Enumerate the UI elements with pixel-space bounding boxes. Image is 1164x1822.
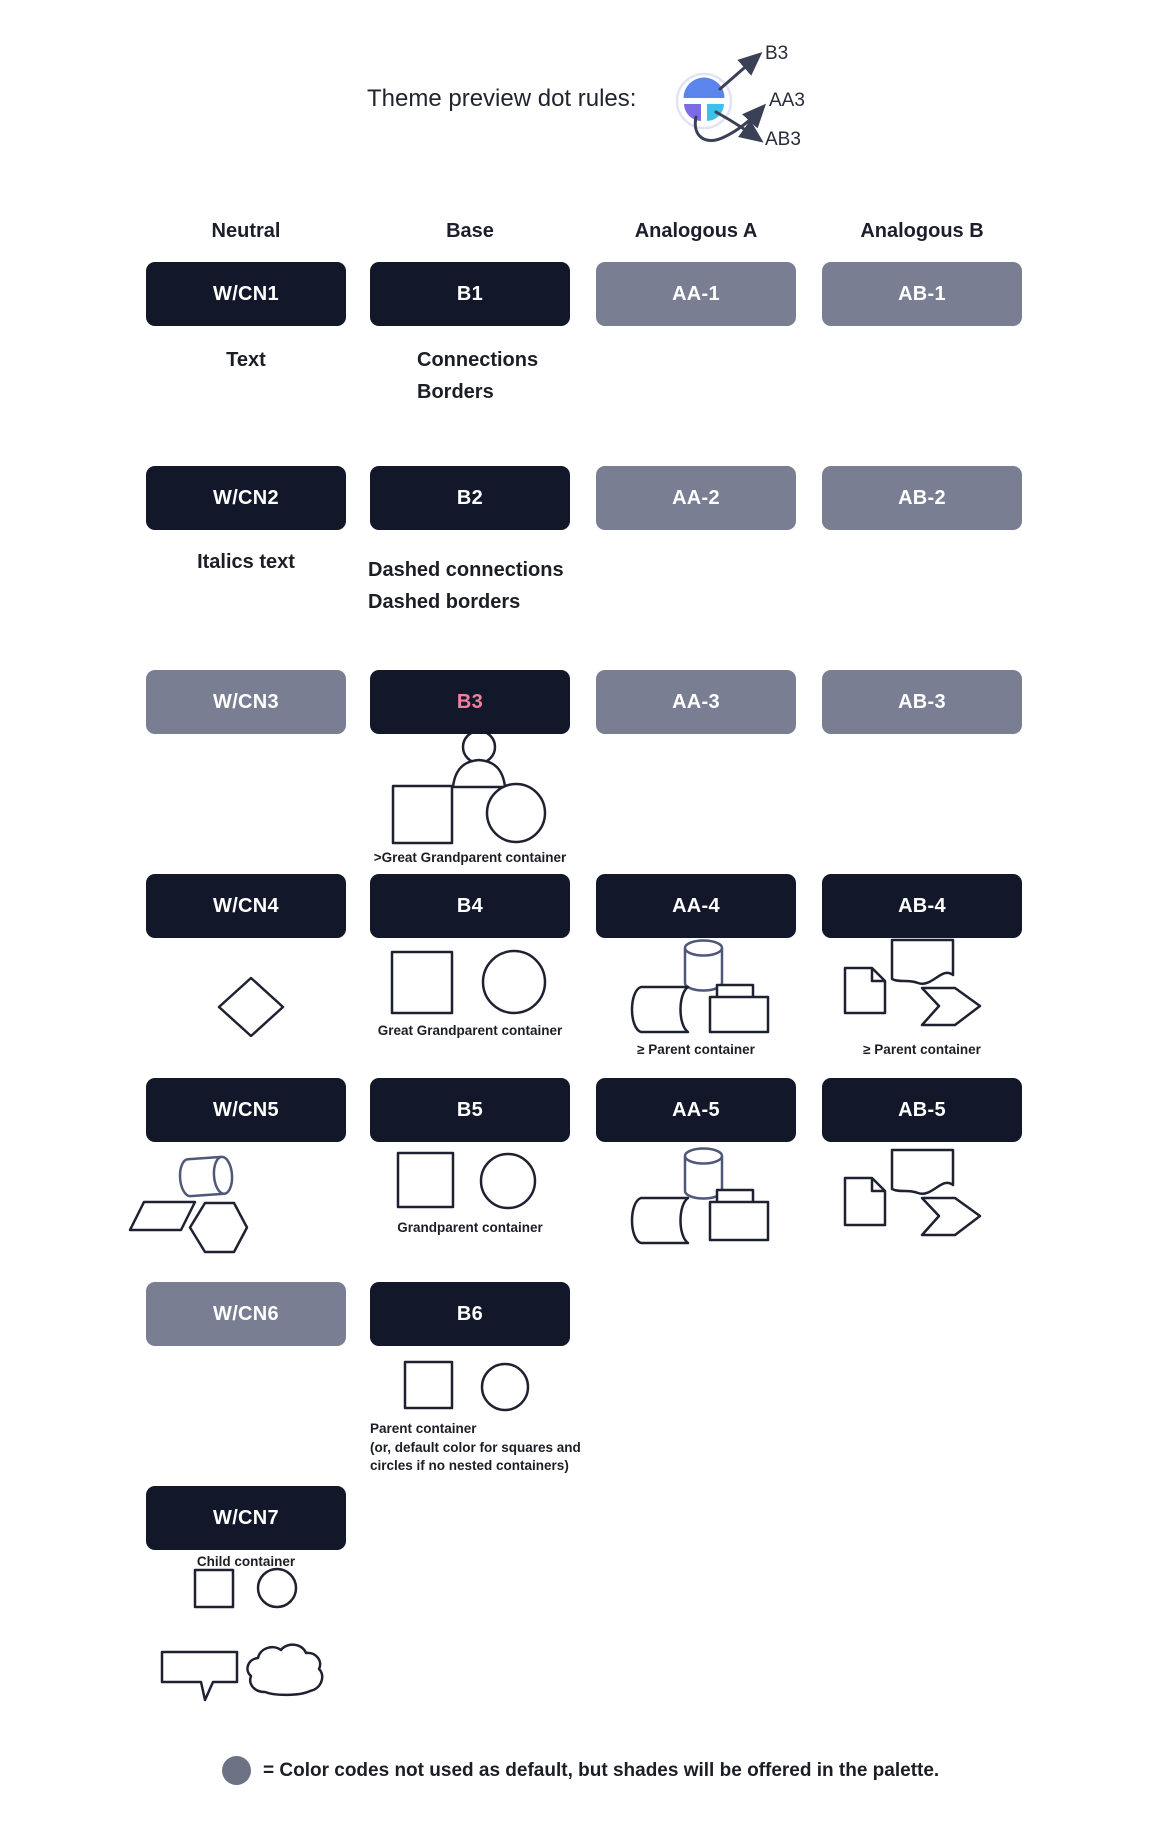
note-line: circles if no nested containers) [370,1458,569,1473]
aa4-shape-group [625,933,785,1035]
note-line: Parent container [370,1421,477,1436]
page-icon [845,968,885,1013]
circle-icon [481,1154,535,1208]
swatch-wcn2: W/CN2 [146,466,346,530]
note-b3-container: >Great Grandparent container [373,850,567,865]
wavy-document-icon [892,1150,953,1194]
stored-data-icon [632,987,688,1032]
swatch-b4: B4 [370,874,570,938]
note-line: (or, default color for squares and [370,1439,581,1455]
swatch-b6: B6 [370,1282,570,1346]
horizontal-cylinder-icon [179,1156,233,1197]
dot-target-label-aa3: AA3 [769,90,805,111]
swatch-wcn7: W/CN7 [146,1486,346,1550]
swatch-wcn6: W/CN6 [146,1282,346,1346]
swatch-ab4: AB-4 [822,874,1022,938]
swatch-aa3: AA-3 [596,670,796,734]
cloud-icon [247,1645,322,1695]
arrow-to-b3 [720,55,759,89]
dot-target-label-b3: B3 [765,43,789,64]
note-wcn2-italics: Italics text [197,551,295,573]
person-icon [453,760,505,787]
swatch-wcn4: W/CN4 [146,874,346,938]
wcn7-bubble-cloud-group [150,1640,335,1706]
swatch-ab2: AB-2 [822,466,1022,530]
folder-icon [710,1202,768,1240]
swatch-ab3: AB-3 [822,670,1022,734]
column-header-analogous-b: Analogous B [860,220,984,242]
note-b4-container: Great Grandparent container [377,1023,563,1038]
swatch-ab1: AB-1 [822,262,1022,326]
circle-icon [482,1364,528,1410]
note-b5-container: Grandparent container [397,1220,543,1235]
note-ab4-container: ≥ Parent container [863,1042,981,1057]
circle-icon [483,951,545,1013]
ab4-shape-group [838,933,1003,1030]
swatch-b3: B3 [370,670,570,734]
swatch-wcn3: W/CN3 [146,670,346,734]
square-icon [405,1362,452,1408]
b5-shape-group [393,1148,538,1210]
swatch-b5: B5 [370,1078,570,1142]
swatch-aa2: AA-2 [596,466,796,530]
wcn5-shape-group [125,1148,265,1260]
cylinder-icon [685,941,722,956]
note-line: Borders [417,381,494,403]
swatch-aa5: AA-5 [596,1078,796,1142]
wcn7-shape-group [185,1566,300,1612]
column-header-neutral: Neutral [211,220,281,242]
note-aa4-container: ≥ Parent container [637,1042,755,1057]
note-wcn1-text: Text [226,349,266,371]
stored-data-icon [632,1198,688,1243]
swatch-wcn1: W/CN1 [146,262,346,326]
parallelogram-icon [130,1202,195,1230]
swatch-ab5: AB-5 [822,1078,1022,1142]
diamond-icon [219,978,283,1036]
folder-icon [710,997,768,1032]
person-icon [463,731,495,763]
note-b6-container [370,1420,620,1476]
page-icon [845,1178,885,1225]
b3-shape-group [365,727,575,852]
column-header-analogous-a: Analogous A [634,220,758,242]
square-icon [398,1153,453,1207]
legend-dot-icon [222,1756,251,1785]
page-title: Theme preview dot rules: [367,85,637,112]
circle-icon [258,1569,296,1607]
note-line: Dashed borders [368,591,521,613]
swatch-aa1: AA-1 [596,262,796,326]
square-icon [393,786,452,843]
chevron-icon [922,988,980,1025]
speech-bubble-icon [162,1652,237,1700]
note-wcn7-container: Child container [196,1554,296,1569]
dot-target-label-ab3: AB3 [765,129,801,150]
hexagon-icon [190,1203,247,1252]
column-header-base: Base [446,220,494,242]
legend-text: = Color codes not used as default, but shades will be offered in the palette. [263,1760,940,1781]
note-b1-connections-borders [417,344,538,408]
note-line: Connections [417,349,539,371]
b4-shape-group [388,946,553,1018]
swatch-b1: B1 [370,262,570,326]
cylinder-icon [685,1149,722,1164]
swatch-b2: B2 [370,466,570,530]
note-b2-dashed [368,554,564,618]
circle-icon [487,784,545,842]
wcn4-shape-group [216,976,286,1040]
ab5-shape-group [838,1141,1003,1241]
theme-preview-dot-diagram [650,25,820,155]
chevron-icon [922,1198,980,1235]
swatch-aa4: AA-4 [596,874,796,938]
swatch-wcn5: W/CN5 [146,1078,346,1142]
note-line: Dashed connections [368,559,564,581]
wavy-document-icon [892,940,953,984]
b6-shape-group [395,1358,535,1414]
square-icon [195,1570,233,1607]
square-icon [392,952,452,1013]
aa5-shape-group [625,1141,785,1246]
